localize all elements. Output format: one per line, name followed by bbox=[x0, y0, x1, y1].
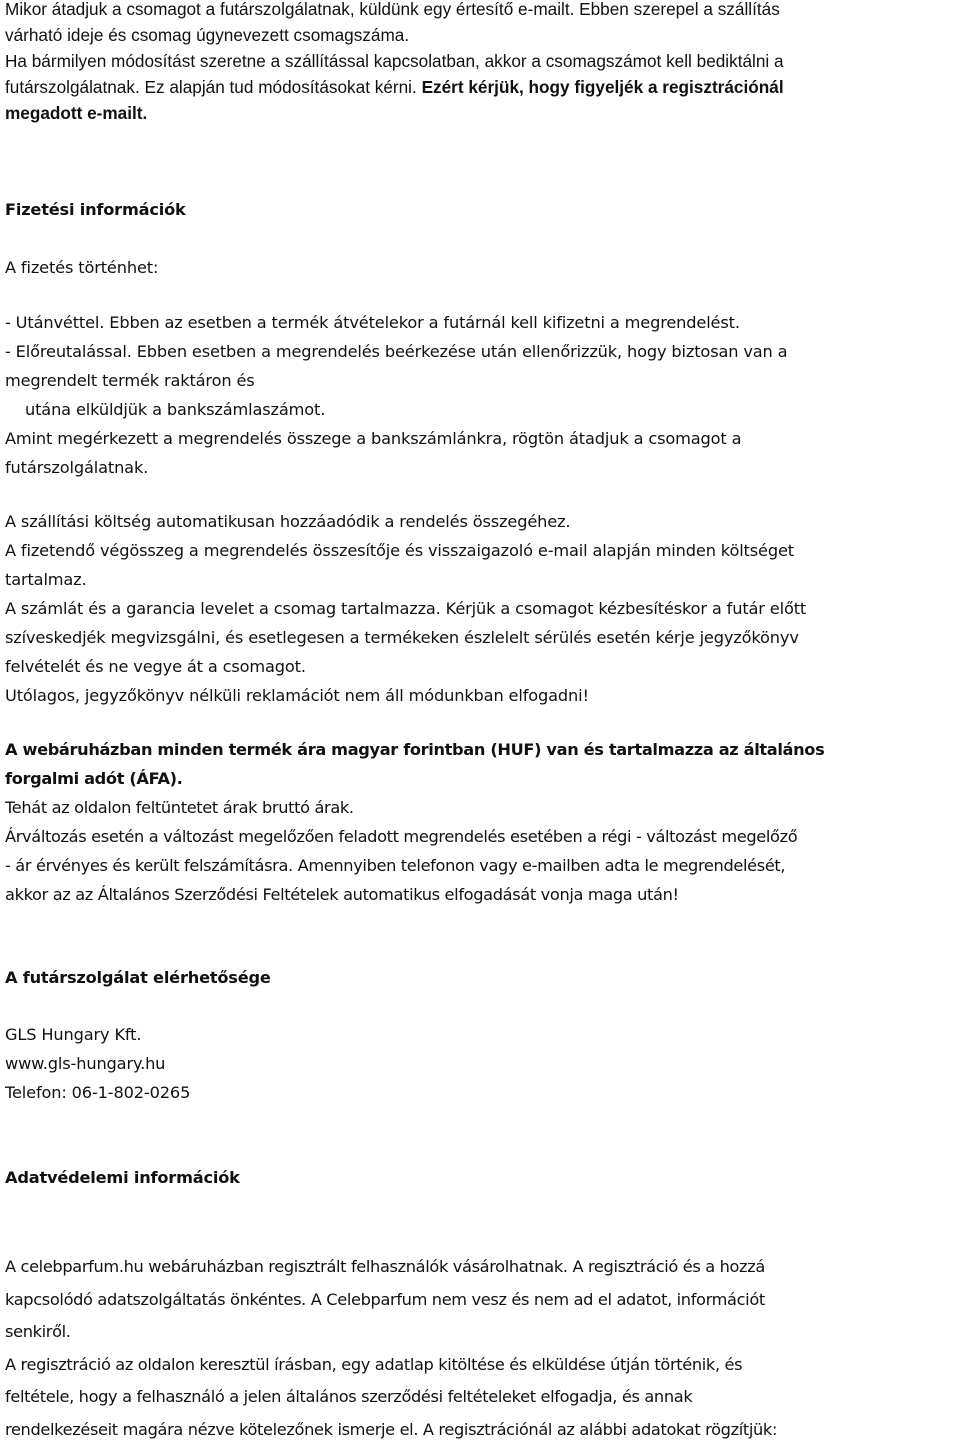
paragraph-line: kapcsolódó adatszolgáltatás önkéntes. A Celebparfum nem vesz és nem ad el adatot, információt bbox=[5, 1284, 777, 1317]
paragraph-line: szíveskedjék megvizsgálni, és esetlegesen a termékeken észlelelt sérülés esetén kérje jegyzőkönyv bbox=[5, 623, 806, 652]
payment-heading: Fizetési információk bbox=[5, 195, 186, 224]
payment-method-cod: - Utánvéttel. Ebben az esetben a termék átvételekor a futárnál kell kifizetni a megrendelést. bbox=[5, 308, 787, 337]
privacy-paragraph bbox=[5, 1251, 777, 1446]
paragraph-line: akkor az az Általános Szerződési Feltételek automatikus elfogadását vonja maga után! bbox=[5, 880, 797, 909]
intro-emphasis: megadott e-mailt. bbox=[5, 100, 784, 126]
paragraph-line: A celebparfum.hu webáruházban regisztrált felhasználók vásárolhatnak. A regisztráció és a hozzá bbox=[5, 1251, 777, 1284]
price-notice-line: A webáruházban minden termék ára magyar forintban (HUF) van és tartalmazza az általános bbox=[5, 735, 824, 764]
paragraph-line: Utólagos, jegyzőkönyv nélküli reklamációt nem áll módunkban elfogadni! bbox=[5, 681, 806, 710]
paragraph-line: - ár érvényes és került felszámításra. Amennyiben telefonon vagy e-mailben adta le megrendelését, bbox=[5, 851, 797, 880]
courier-website: www.gls-hungary.hu bbox=[5, 1049, 190, 1078]
intro-paragraph bbox=[5, 0, 784, 126]
price-change-paragraph bbox=[5, 793, 797, 909]
intro-line: Mikor átadjuk a csomagot a futárszolgálatnak, küldünk egy értesítő e-mailt. Ebben szerepel a szállítás bbox=[5, 0, 784, 22]
intro-text: futárszolgálatnak. Ez alapján tud módosításokat kérni. bbox=[5, 77, 422, 97]
paragraph-line: senkiről. bbox=[5, 1316, 777, 1349]
payment-text: futárszolgálatnak. bbox=[5, 453, 787, 482]
intro-line: Ha bármilyen módosítást szeretne a szállítással kapcsolatban, akkor a csomagszámot kell bediktálni a bbox=[5, 48, 784, 74]
payment-lead: A fizetés történhet: bbox=[5, 253, 158, 282]
paragraph-line: A fizetendő végösszeg a megrendelés összesítője és visszaigazoló e-mail alapján minden költséget bbox=[5, 536, 806, 565]
intro-emphasis: Ezért kérjük, hogy figyeljék a regisztrációnál bbox=[422, 77, 784, 97]
courier-phone: Telefon: 06-1-802-0265 bbox=[5, 1078, 190, 1107]
paragraph-line: Árváltozás esetén a változást megelőzően feladott megrendelés esetében a régi - változást megelőző bbox=[5, 822, 797, 851]
shipping-cost-paragraph bbox=[5, 507, 806, 710]
payment-text: utána elküldjük a bankszámlaszámot. bbox=[5, 395, 787, 424]
payment-text: Amint megérkezett a megrendelés összege a bankszámlánkra, rögtön átadjuk a csomagot a bbox=[5, 424, 787, 453]
payment-methods bbox=[5, 308, 787, 482]
courier-company: GLS Hungary Kft. bbox=[5, 1020, 190, 1049]
paragraph-line: felvételét és ne vegye át a csomagot. bbox=[5, 652, 806, 681]
courier-heading: A futárszolgálat elérhetősége bbox=[5, 963, 271, 992]
price-notice bbox=[5, 735, 824, 793]
paragraph-line: A szállítási költség automatikusan hozzáadódik a rendelés összegéhez. bbox=[5, 507, 806, 536]
paragraph-line: A regisztráció az oldalon keresztül írásban, egy adatlap kitöltése és elküldése útján történik, és bbox=[5, 1349, 777, 1382]
paragraph-line: rendelkezéseit magára nézve kötelezőnek ismerje el. A regisztrációnál az alábbi adatokat rögzítjük: bbox=[5, 1414, 777, 1446]
paragraph-line: A számlát és a garancia levelet a csomag tartalmazza. Kérjük a csomagot kézbesítéskor a futár előtt bbox=[5, 594, 806, 623]
intro-line bbox=[5, 74, 784, 100]
payment-method-transfer: - Előreutalással. Ebben esetben a megrendelés beérkezése után ellenőrizzük, hogy biztosan van a bbox=[5, 337, 787, 366]
intro-line: várható ideje és csomag úgynevezett csomagszáma. bbox=[5, 22, 784, 48]
payment-text: megrendelt termék raktáron és bbox=[5, 366, 787, 395]
courier-contact bbox=[5, 1020, 190, 1107]
paragraph-line: Tehát az oldalon feltüntetet árak bruttó árak. bbox=[5, 793, 797, 822]
paragraph-line: feltétele, hogy a felhasználó a jelen általános szerződési feltételeket elfogadja, és annak bbox=[5, 1381, 777, 1414]
price-notice-line: forgalmi adót (ÁFA). bbox=[5, 764, 824, 793]
privacy-heading: Adatvédelemi információk bbox=[5, 1163, 240, 1192]
paragraph-line: tartalmaz. bbox=[5, 565, 806, 594]
